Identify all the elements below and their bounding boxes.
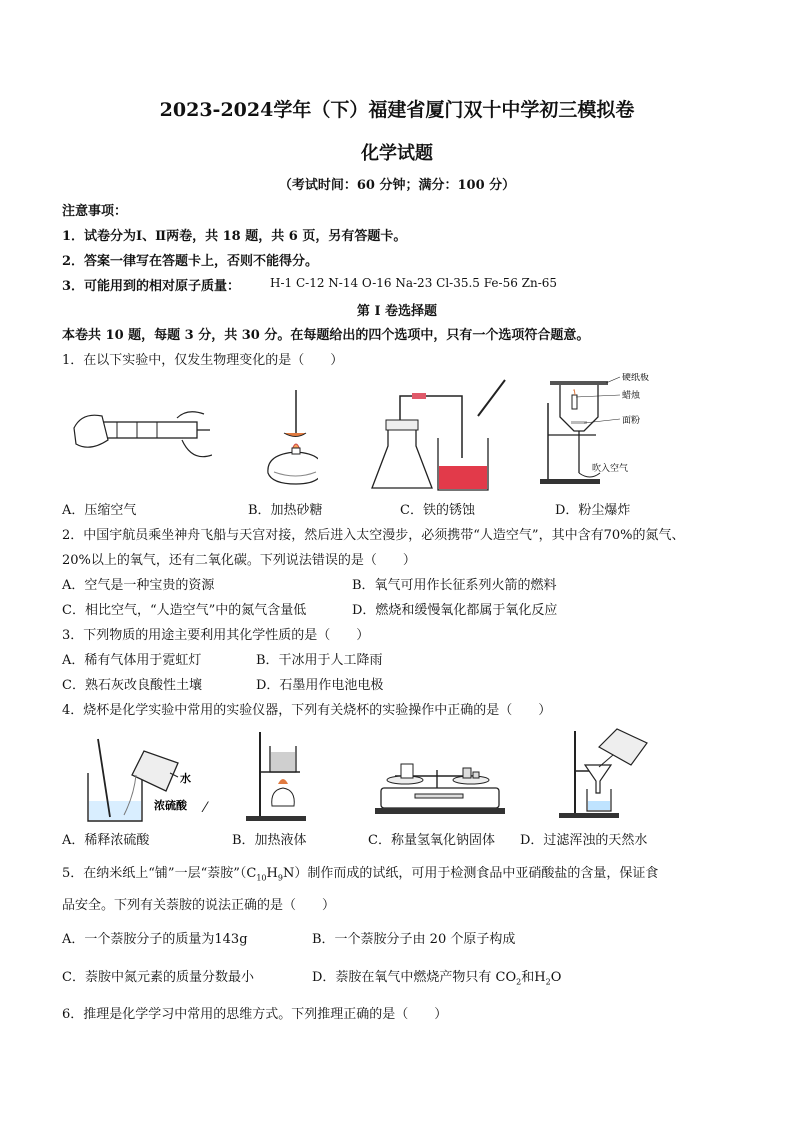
q5-stem-part-b: N）制作而成的试纸，可用于检测食品中亚硝酸盐的含量，保证食 <box>282 866 659 881</box>
q1-option-d[interactable]: D．粉尘爆炸 <box>555 503 631 518</box>
q3-option-d[interactable]: D．石墨用作电池电极 <box>256 678 384 693</box>
iron-rust-figure <box>370 378 510 493</box>
q1-option-b[interactable]: B．加热砂糖 <box>248 503 323 518</box>
syringe-figure <box>72 400 212 465</box>
question-2-stem-1: 2．中国宇航员乘坐神舟飞船与天宫对接，然后进入太空漫步，必须携带“人造空气”，其中含有70%的氮气、 <box>62 528 685 543</box>
label-concentrated-acid: 浓硫酸 <box>154 799 187 812</box>
atomic-masses: H-1 C-12 N-14 O-16 Na-23 Cl-35.5 Fe-56 Zn-65 <box>270 276 558 290</box>
label-water: 水 <box>180 772 191 785</box>
question-5-stem-1 <box>62 862 658 883</box>
label-candle: 蜡烛 <box>622 391 641 401</box>
q5-d-part-c: O <box>550 970 562 985</box>
q5-option-b[interactable]: B．一个萘胺分子由 20 个原子构成 <box>312 932 516 947</box>
section-intro: 本卷共 10 题，每题 3 分，共 30 分。在每题给出的四个选项中，只有一个选项符合题意。 <box>62 328 590 343</box>
q4-option-c[interactable]: C．称量氢氧化钠固体 <box>368 833 495 848</box>
q5-option-d[interactable] <box>312 966 561 987</box>
q2-option-b[interactable]: B．氧气可用作长征系列火箭的燃料 <box>352 578 557 593</box>
label-cardboard: 硬纸板 <box>622 373 650 383</box>
note-item: 3．可能用到的相对原子质量： <box>62 279 241 294</box>
formula-sub: 9 <box>277 873 283 883</box>
page-subtitle: 化学试题 <box>361 143 433 164</box>
balance-figure <box>375 750 505 818</box>
page-title: 2023-2024学年（下）福建省厦门双十中学初三模拟卷 <box>159 99 635 121</box>
q1-option-a[interactable]: A．压缩空气 <box>62 503 137 518</box>
q5-d-part-a: D．萘胺在氧气中燃烧产物只有 CO <box>312 970 517 985</box>
question-3-stem: 3．下列物质的用途主要利用其化学性质的是（ ） <box>62 628 370 643</box>
exam-info: （考试时间：60 分钟；满分：100 分） <box>278 178 516 193</box>
question-1-stem: 1．在以下实验中，仅发生物理变化的是（ ） <box>62 353 344 368</box>
q3-option-a[interactable]: A．稀有气体用于霓虹灯 <box>62 653 202 668</box>
q3-option-c[interactable]: C．熟石灰改良酸性土壤 <box>62 678 202 693</box>
formula-h: H <box>266 866 278 881</box>
q2-option-c[interactable]: C．相比空气，“人造空气”中的氮气含量低 <box>62 603 307 618</box>
note-item: 2．答案一律写在答题卡上，否则不能得分。 <box>62 254 319 269</box>
filtration-figure <box>555 725 665 825</box>
question-4-stem: 4．烧杯是化学实验中常用的实验仪器，下列有关烧杯的实验操作中正确的是（ ） <box>62 703 552 718</box>
q5-option-a[interactable]: A．一个萘胺分子的质量为143g <box>62 932 248 947</box>
heating-sugar-figure <box>258 388 318 488</box>
q5-d-part-b: 和H <box>521 970 546 985</box>
question-5-stem-2: 品安全。下列有关萘胺的说法正确的是（ ） <box>62 898 336 913</box>
q4-option-a[interactable]: A．稀释浓硫酸 <box>62 833 150 848</box>
question-6-stem: 6．推理是化学学习中常用的思维方式。下列推理正确的是（ ） <box>62 1007 448 1022</box>
q4-option-d[interactable]: D．过滤浑浊的天然水 <box>520 833 648 848</box>
q5-stem-part-a: 5．在纳米纸上“铺”一层“萘胺”（C <box>62 866 257 881</box>
notes-heading: 注意事项： <box>62 204 128 219</box>
formula-sub: 2 <box>545 977 551 987</box>
q4-option-b[interactable]: B．加热液体 <box>232 833 307 848</box>
formula-sub: 10 <box>256 873 267 883</box>
heat-liquid-figure <box>238 730 308 825</box>
pencil-mark: ⁄ <box>204 800 207 816</box>
q5-option-c[interactable]: C．萘胺中氮元素的质量分数最小 <box>62 970 254 985</box>
formula-sub: 2 <box>516 977 522 987</box>
section-title: 第 I 卷选择题 <box>356 304 438 319</box>
note-item: 1．试卷分为Ⅰ、Ⅱ两卷，共 18 题，共 6 页，另有答题卡。 <box>62 229 407 244</box>
question-2-stem-2: 20%以上的氧气，还有二氧化碳。下列说法错误的是（ ） <box>62 553 416 568</box>
label-flour: 面粉 <box>622 416 641 426</box>
q2-option-d[interactable]: D．燃烧和缓慢氧化都属于氧化反应 <box>352 603 558 618</box>
q2-option-a[interactable]: A．空气是一种宝贵的资源 <box>62 578 215 593</box>
q1-option-c[interactable]: C．铁的锈蚀 <box>400 503 475 518</box>
label-blow-air: 吹入空气 <box>592 464 629 474</box>
q3-option-b[interactable]: B．干冰用于人工降雨 <box>256 653 383 668</box>
dilute-acid-figure <box>78 735 218 825</box>
dust-explosion-figure <box>540 373 670 488</box>
